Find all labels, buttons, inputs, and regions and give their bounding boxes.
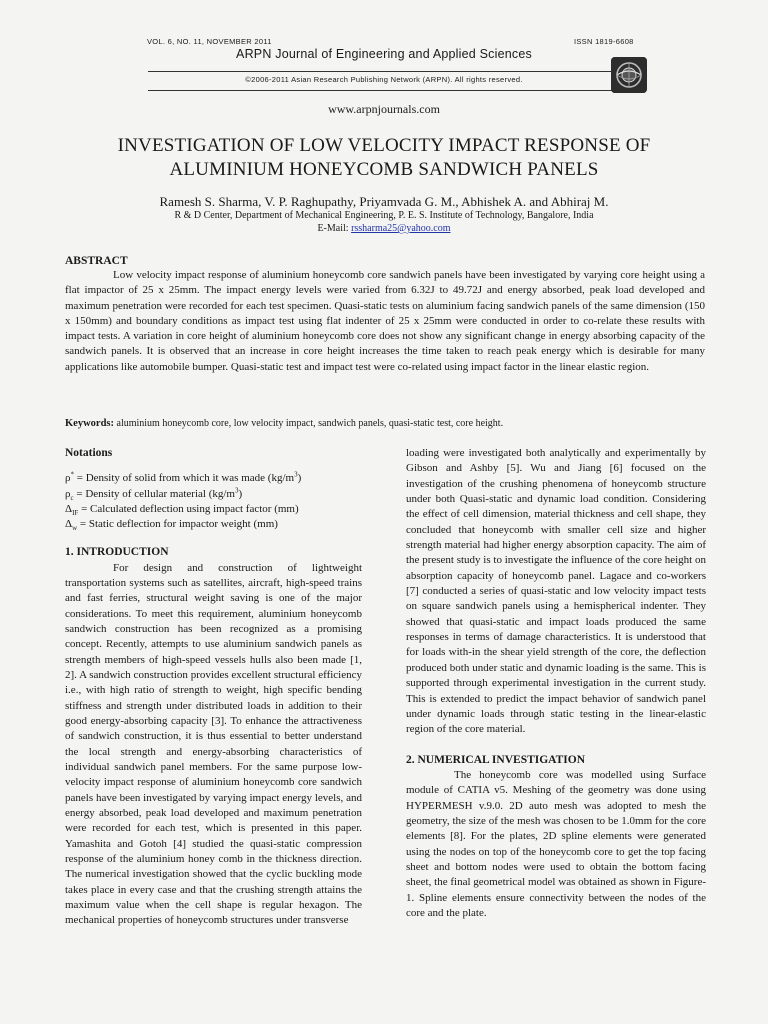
journal-name: ARPN Journal of Engineering and Applied Sciences — [236, 47, 532, 61]
journal-url[interactable]: www.arpnjournals.com — [328, 102, 440, 116]
notation-item: $\Delta_w$ = Static deflection for impactor weight (mm) — [65, 517, 278, 533]
title-line-1: INVESTIGATION OF LOW VELOCITY IMPACT RESPONSE OF — [117, 135, 651, 156]
keywords — [65, 418, 705, 429]
volume-info: VOL. 6, NO. 11, NOVEMBER 2011 — [147, 37, 272, 46]
numerical-investigation-text: The honeycomb core was modelled using Surface module of CATIA v5. Meshing of the geometry was done using HYPERMESH v.9.0. 2D auto mesh was adopted to mesh the geometry, the size of the mesh was chosen to be 1.0mm for the core elements [8]. For the plates, 2D spline elements were generated using the nodes on top of the honeycomb core to get the top facing sheet and bottom nodes were used to obtain the bottom facing sheet, the final geometrical model was obtained as shown in Figure-1. Spline elements ensure connectivity between the nodes of the core and the plate. — [406, 768, 706, 919]
keywords-label: Keywords: — [65, 418, 114, 429]
introduction-text: For design and construction of lightweight transportation systems such as satellites, aircraft, high-speed trains and fast ferries, structural weight saving is one of the major considerations. To meet this requirement, aluminium honeycomb sandwich construction has been recognized as a promising concept. Recently, attempts to use aluminium sandwich panels as strength members of high-speed vessels hulls also been made [1, 2]. A sandwich construction provides excellent structural efficiency i.e., with high ratio of strength to weight, high specific bending stiffness and strength under distributed loads in addition to their good energy-absorbing capacity [3]. To enhance the attractiveness of sandwich construction, it is thus essential to better understand the local strength and energy-absorbing characteristics of individual sandwich panel members. For the same purpose low-velocity impact response of aluminium honeycomb core sandwich panels have been investigated by varying impact energy levels, and energy absorbed, peak load developed and maximum penetration were recorded for each test, which is presented in this paper. Yamashita and Gotoh [4] studied the quasi-static compression response of the aluminium honey comb in the thickness direction. The numerical investigation showed that the cyclic buckling mode takes place in every case and that the crushing strength attains the maximum value when the cell shape is regular hexagon. The mechanical properties of honeycomb structures under transverse — [65, 561, 362, 927]
email-label: E-Mail: — [317, 223, 352, 234]
right-column — [406, 446, 706, 921]
introduction-heading: 1. INTRODUCTION — [65, 546, 169, 559]
intro-continuation-text: loading were investigated both analytically and experimentally by Gibson and Ashby [5]. Wu and Jiang [6] focused on the investigation of the crushing phenomena of honeycomb structure under both Quasi-static and dynamic load condition. Considering the effect of cell dimension, material thickness and cell shape, they concluded that honeycomb with smaller cell size and higher strength material had higher energy absorption capacity. The aim of the present study is to investigate the influence of the core height on absorption capacity of honeycomb panel. Lagace and co-workers [7] conducted a series of quasi-static and low velocity impact tests on square sandwich panels using a hemispherical indenter. They showed that quasi-static and impact loads produced the same responses in terms of damage characteristics. It is understood that for loads with-in the shear yield strength of the core, the deflection produced both under static and dynamic loading is the same. This is supported through experimental investigation in the current study. This is extended to predict the impact behavior of sandwich panel under dynamic loads through static testing in the linear-elastic region of the core material. — [406, 447, 706, 736]
arpn-logo-icon — [611, 57, 647, 93]
notations-heading: Notations — [65, 447, 113, 459]
issn: ISSN 1819-6608 — [574, 37, 634, 46]
email-link[interactable]: rssharma25@yahoo.com — [351, 223, 451, 234]
keywords-text: aluminium honeycomb core, low velocity impact, sandwich panels, quasi-static test, core height. — [114, 418, 504, 429]
left-column — [65, 446, 362, 929]
title-line-2: ALUMINIUM HONEYCOMB SANDWICH PANELS — [169, 159, 599, 180]
header-rule-bottom — [148, 90, 612, 91]
affiliation: R & D Center, Department of Mechanical Engineering, P. E. S. Institute of Technology, Bangalore, India — [174, 210, 594, 221]
abstract-text: Low velocity impact response of aluminium honeycomb core sandwich panels have been investigated by varying core height using a flat impactor of 25 x 25mm. The impact energy levels were varied from 6.32J to 49.72J and energy absorbed, peak load developed and maximum penetration were recorded for each test specimen. Quasi-static tests on aluminium facing sandwich panels of the same dimension (150 x 150mm) and boundary conditions as impact test using flat indenter of 25 x 25mm were conducted in order to co-relate these results with impact tests. A variation in core height of aluminium honeycomb core does not show any significant change in energy absorbing capacity of the sandwich panels. It is observed that an increase in core height increases the time taken to reach peak energy which is desirable for many applications like automobile bumper. Quasi-static test and impact test were co-related using impact factor in the linear elastic region. — [65, 269, 705, 373]
notation-item: ρ* = Density of solid from which it was made $(kg/m^3)$ — [65, 470, 302, 485]
notation-item: $\rho_c$ = Density of cellular material $(kg/m^3)$ — [65, 485, 243, 502]
abstract-heading: ABSTRACT — [65, 255, 128, 267]
numerical-investigation-heading: 2. NUMERICAL INVESTIGATION — [406, 753, 586, 766]
notation-item: $\Delta_{IF}$ = Calculated deflection using impact factor (mm) — [65, 502, 299, 517]
notations-list — [65, 471, 362, 532]
paper-title — [0, 134, 768, 182]
authors: Ramesh S. Sharma, V. P. Raghupathy, Priyamvada G. M., Abhishek A. and Abhiraj M. — [159, 194, 609, 209]
header-rule-top — [148, 71, 612, 72]
email-line — [0, 223, 768, 234]
copyright-notice: ©2006-2011 Asian Research Publishing Network (ARPN). All rights reserved. — [245, 75, 523, 84]
